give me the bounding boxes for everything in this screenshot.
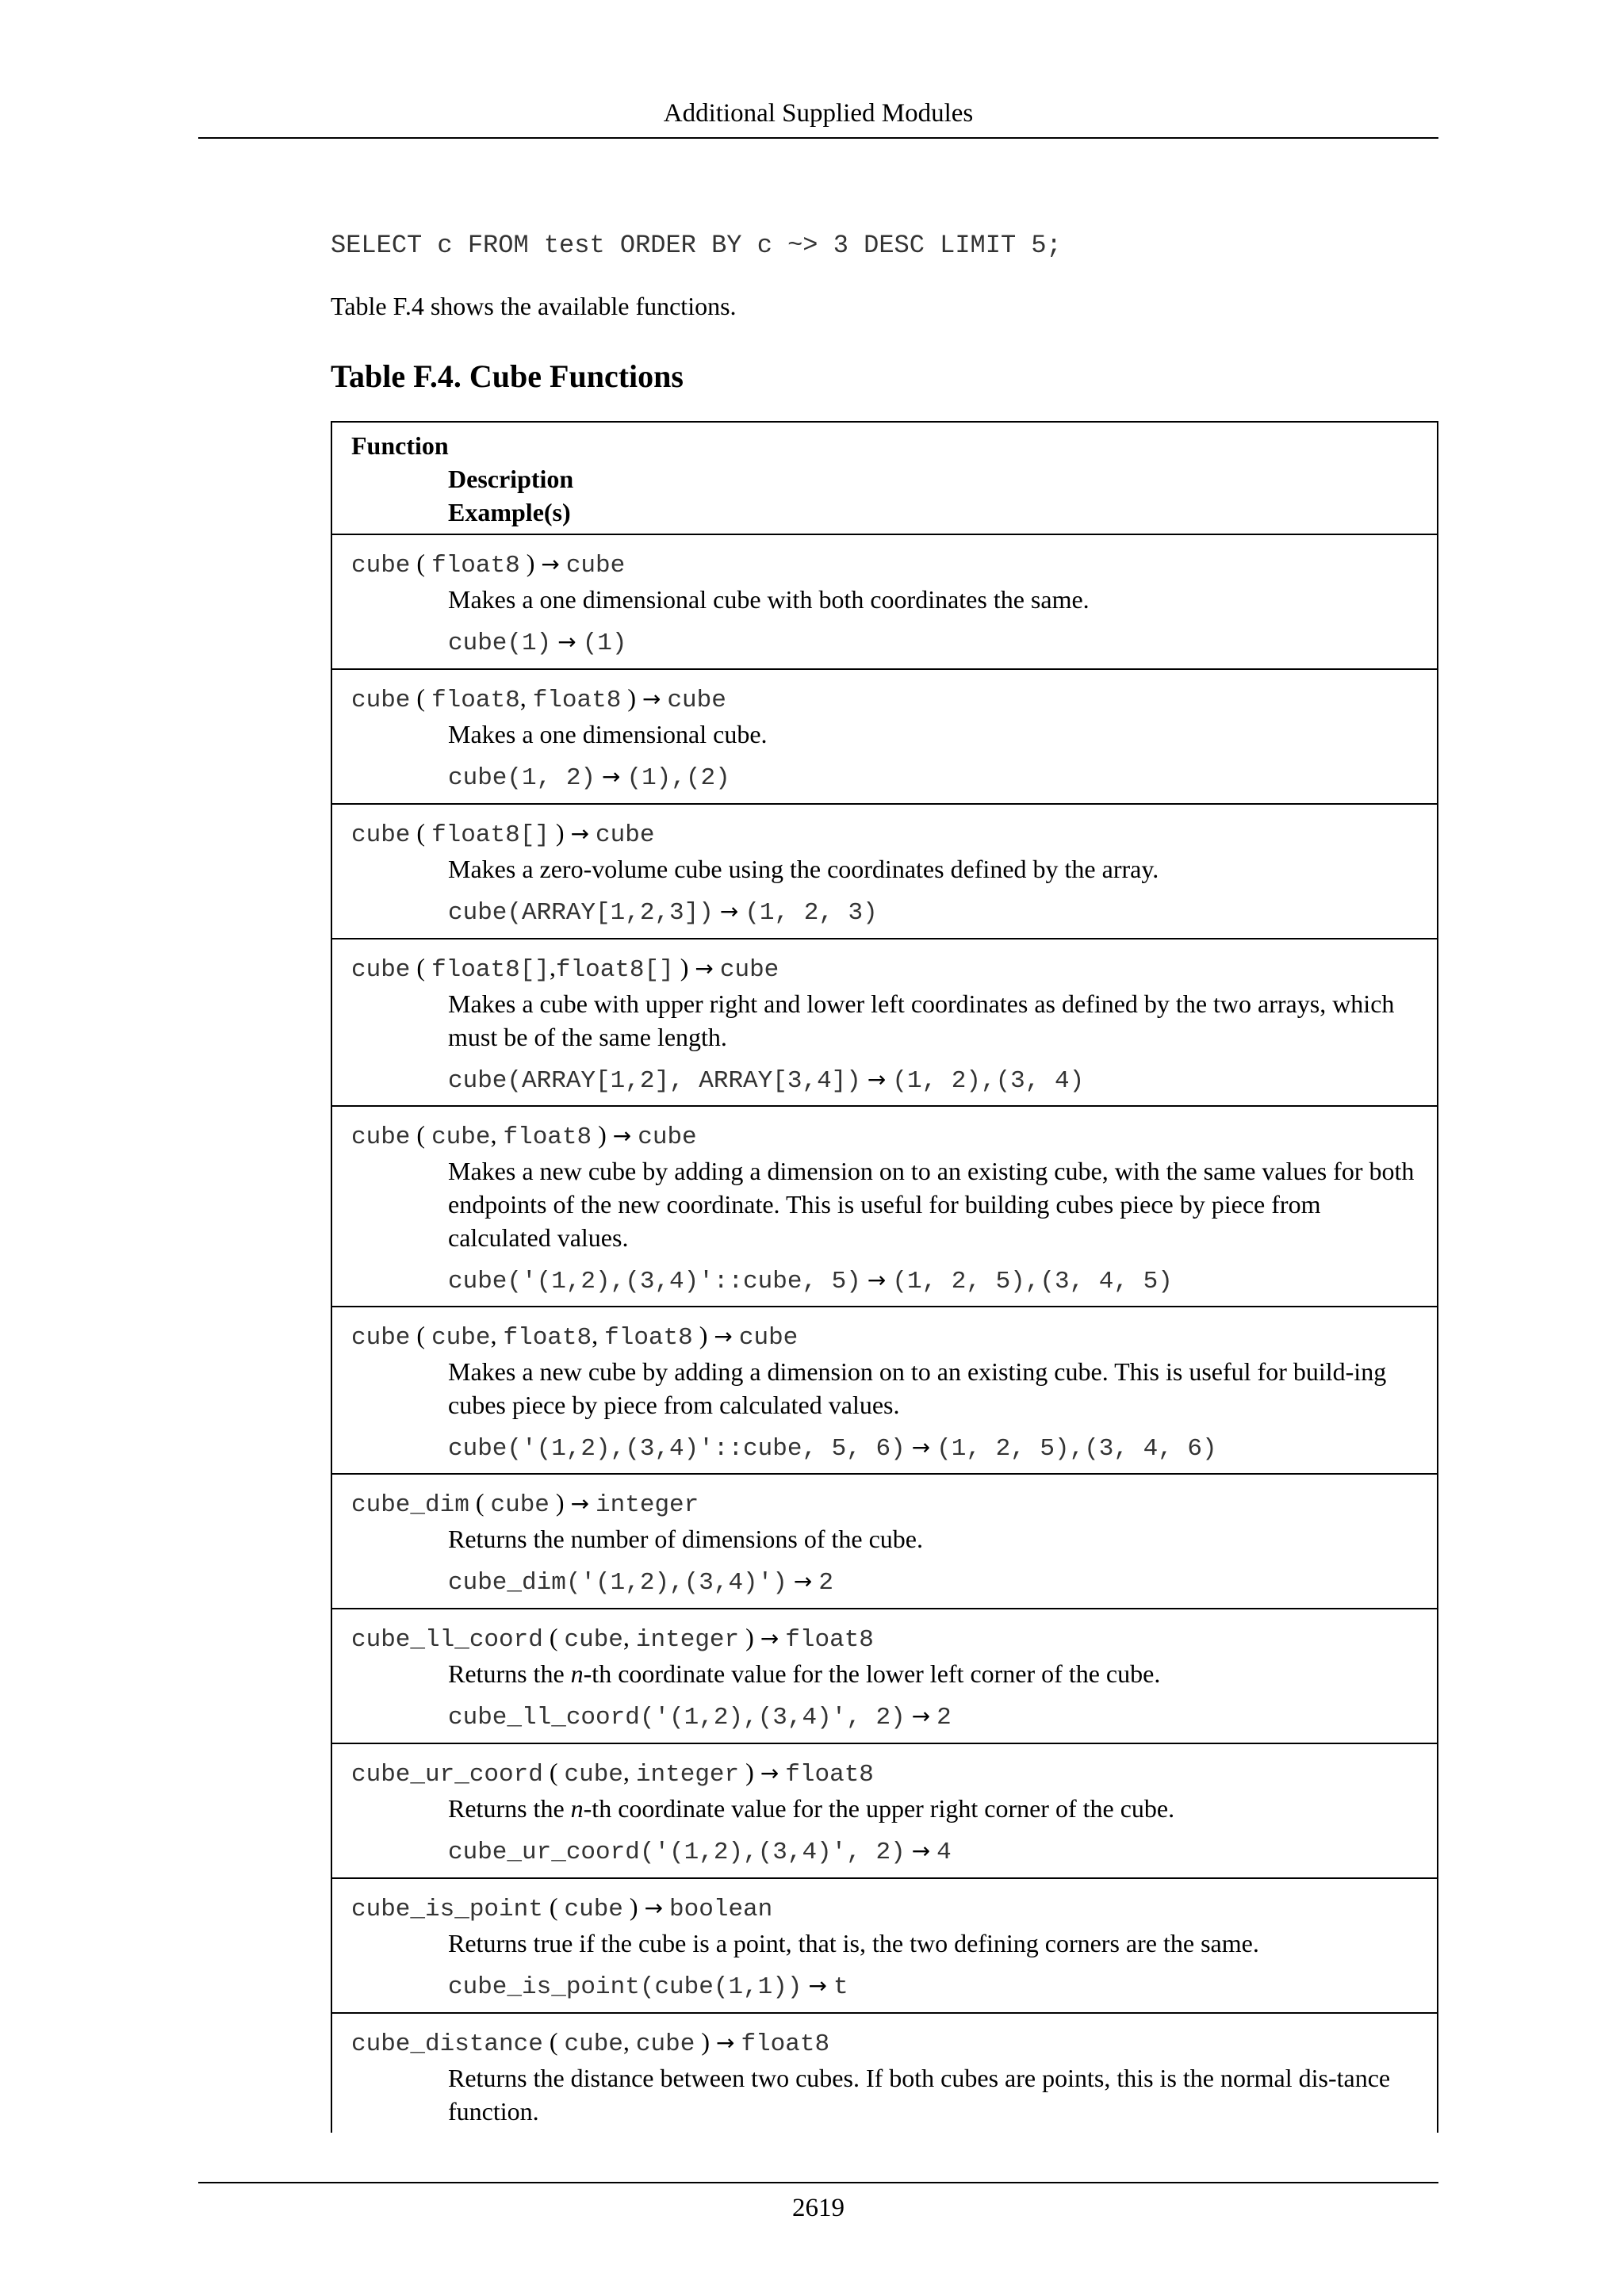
- argument-separator: ,: [490, 1321, 504, 1349]
- function-signature: [351, 1744, 1437, 1792]
- example-output: (1, 2, 5),(3, 4, 6): [936, 1435, 1217, 1463]
- returns-arrow-icon: →: [570, 821, 590, 847]
- example-output: (1),(2): [626, 764, 730, 792]
- return-type: cube: [719, 956, 779, 984]
- function-example: [351, 1960, 1437, 2004]
- table-title: Table F.4. Cube Functions: [331, 358, 684, 394]
- argument-type: float8[]: [431, 821, 550, 849]
- function-signature: [351, 939, 1437, 987]
- paren-close: ): [739, 1758, 760, 1786]
- function-example: [351, 1825, 1437, 1869]
- argument-type: cube: [490, 1491, 550, 1519]
- function-example: [351, 1556, 1437, 1600]
- paren-open: (: [410, 1120, 432, 1149]
- function-description: Returns true if the cube is a point, that is, the two defining corners are the same.: [448, 1929, 1259, 1957]
- page-number: 2619: [792, 2194, 845, 2222]
- function-description: Makes a zero-volume cube using the coordinates defined by the array.: [448, 855, 1159, 883]
- header-rule: [198, 137, 1438, 139]
- function-name: cube: [351, 1123, 411, 1151]
- return-type: cube: [638, 1123, 697, 1151]
- argument-type: float8: [431, 687, 520, 714]
- example-output: 4: [936, 1839, 952, 1866]
- returns-arrow-icon: →: [570, 1490, 590, 1517]
- return-type: cube: [738, 1324, 799, 1352]
- function-example: [351, 1690, 1437, 1735]
- paren-open: (: [410, 818, 432, 847]
- table-row: [332, 1879, 1437, 2014]
- function-description: Makes a cube with upper right and lower left coordinates as defined by the two arrays, which must be of the same length.: [448, 989, 1395, 1051]
- function-name: cube: [351, 552, 411, 580]
- paren-close: ): [739, 1623, 760, 1651]
- result-arrow-icon: →: [867, 1267, 887, 1293]
- return-type: float8: [741, 2030, 830, 2058]
- argument-type: float8: [503, 1324, 592, 1352]
- footer-rule: [198, 2182, 1438, 2183]
- function-example: [351, 886, 1437, 930]
- result-arrow-icon: →: [557, 629, 576, 655]
- argument-type: cube: [431, 1324, 491, 1352]
- argument-type: cube: [635, 2030, 695, 2058]
- paren-open: (: [542, 2027, 565, 2056]
- description-text: -th coordinate value for the upper right corner of the cube.: [583, 1794, 1175, 1823]
- result-arrow-icon: →: [602, 763, 621, 790]
- function-example: [351, 1054, 1437, 1098]
- returns-arrow-icon: →: [644, 1895, 664, 1921]
- argument-separator: ,: [549, 953, 556, 982]
- argument-type: integer: [635, 1761, 740, 1789]
- function-signature: [351, 2014, 1437, 2061]
- function-name: cube: [351, 1324, 411, 1352]
- function-name: cube_distance: [351, 2030, 543, 2058]
- function-name: cube_ur_coord: [351, 1761, 543, 1789]
- example-output: 2: [818, 1569, 833, 1597]
- example-output: (1): [582, 629, 627, 657]
- result-arrow-icon: →: [911, 1434, 931, 1460]
- function-name: cube_ll_coord: [351, 1626, 543, 1654]
- example-input: cube_dim('(1,2),(3,4)'): [448, 1569, 787, 1597]
- function-description: [351, 1792, 1437, 1825]
- returns-arrow-icon: →: [714, 1323, 733, 1349]
- description-text: Returns the: [448, 1794, 571, 1823]
- argument-type: cube: [564, 2030, 623, 2058]
- argument-separator: ,: [490, 1120, 504, 1149]
- example-output: (1, 2),(3, 4): [892, 1067, 1085, 1095]
- argument-separator: ,: [622, 1623, 636, 1651]
- table-row: [332, 805, 1437, 939]
- function-description: Makes a new cube by adding a dimension on to an existing cube, with the same values for both endpoints of the new coordinate. This is useful for building cubes piece by piece from calculated values.: [448, 1157, 1415, 1252]
- paren-open: (: [542, 1892, 565, 1921]
- example-input: cube('(1,2),(3,4)'::cube, 5): [448, 1268, 861, 1295]
- function-example: [351, 1254, 1437, 1299]
- argument-separator: ,: [592, 1321, 605, 1349]
- example-output: (1, 2, 3): [745, 899, 878, 927]
- example-input: cube(1, 2): [448, 764, 596, 792]
- argument-type: float8: [503, 1123, 592, 1151]
- result-arrow-icon: →: [911, 1703, 931, 1729]
- paren-close: ): [621, 683, 642, 712]
- paren-close: ): [673, 953, 695, 982]
- result-arrow-icon: →: [793, 1568, 813, 1594]
- paren-close: ): [592, 1120, 613, 1149]
- returns-arrow-icon: →: [541, 551, 560, 577]
- paren-close: ): [692, 1321, 714, 1349]
- example-output: (1, 2, 5),(3, 4, 5): [892, 1268, 1173, 1295]
- argument-separator: ,: [622, 1758, 636, 1786]
- description-text: Returns the: [448, 1659, 571, 1688]
- table-row: [332, 1609, 1437, 1744]
- return-type: float8: [785, 1626, 874, 1654]
- paren-open: (: [410, 953, 432, 982]
- paren-open: (: [410, 549, 432, 577]
- table-body: [332, 535, 1437, 2133]
- intro-paragraph: Table F.4 shows the available functions.: [331, 292, 737, 320]
- returns-arrow-icon: →: [695, 955, 714, 982]
- example-query-code: SELECT c FROM test ORDER BY c ~> 3 DESC LIMIT 5;: [331, 231, 1062, 260]
- cube-functions-table: [331, 421, 1438, 2133]
- function-example: [351, 616, 1437, 660]
- return-type: integer: [596, 1491, 699, 1519]
- argument-separator: ,: [519, 683, 533, 712]
- description-text: -th coordinate value for the lower left corner of the cube.: [583, 1659, 1161, 1688]
- function-description: Makes a new cube by adding a dimension on to an existing cube. This is useful for build-ing cubes piece by piece from calculated values.: [448, 1357, 1387, 1419]
- table-row: [332, 939, 1437, 1107]
- function-description: Returns the number of dimensions of the cube.: [448, 1525, 923, 1553]
- return-type: cube: [565, 552, 626, 580]
- header-examples: Example(s): [448, 498, 571, 526]
- table-row: [332, 2014, 1437, 2133]
- argument-type: cube: [564, 1761, 623, 1789]
- example-input: cube('(1,2),(3,4)'::cube, 5, 6): [448, 1435, 906, 1463]
- argument-type: float8[]: [431, 956, 550, 984]
- return-type: boolean: [669, 1896, 773, 1923]
- running-header: Additional Supplied Modules: [663, 99, 974, 128]
- function-signature: [351, 535, 1437, 583]
- returns-arrow-icon: →: [760, 1760, 779, 1786]
- table-header-row: [332, 423, 1437, 535]
- paren-open: (: [469, 1488, 491, 1517]
- description-emphasis: n: [570, 1659, 584, 1688]
- paren-close: ): [695, 2027, 716, 2056]
- table-row: [332, 1744, 1437, 1879]
- return-type: cube: [596, 821, 655, 849]
- argument-type: float8[]: [555, 956, 674, 984]
- header-description: Description: [448, 465, 574, 493]
- result-arrow-icon: →: [719, 898, 739, 924]
- table-row: [332, 670, 1437, 805]
- example-input: cube_ll_coord('(1,2),(3,4)', 2): [448, 1704, 906, 1732]
- paren-open: (: [542, 1758, 565, 1786]
- function-description: Returns the distance between two cubes. If both cubes are points, this is the normal dis-tance function.: [448, 2064, 1391, 2126]
- paren-close: ): [549, 818, 571, 847]
- function-signature: [351, 1475, 1437, 1522]
- return-type: cube: [667, 687, 726, 714]
- function-name: cube: [351, 687, 411, 714]
- result-arrow-icon: →: [867, 1066, 887, 1093]
- paren-open: (: [410, 1321, 432, 1349]
- function-signature: [351, 1609, 1437, 1657]
- result-arrow-icon: →: [911, 1838, 931, 1864]
- function-signature: [351, 1307, 1437, 1355]
- argument-type: cube: [564, 1896, 623, 1923]
- function-name: cube_is_point: [351, 1896, 543, 1923]
- paren-close: ): [549, 1488, 571, 1517]
- return-type: float8: [785, 1761, 874, 1789]
- argument-type: float8: [532, 687, 622, 714]
- argument-type: cube: [564, 1626, 623, 1654]
- description-emphasis: n: [570, 1794, 584, 1823]
- function-name: cube: [351, 956, 411, 984]
- function-example: [351, 751, 1437, 795]
- function-example: [351, 1422, 1437, 1466]
- example-output: 2: [936, 1704, 952, 1732]
- header-function: Function: [351, 431, 449, 460]
- function-description: [351, 1657, 1437, 1690]
- paren-close: ): [622, 1892, 645, 1921]
- returns-arrow-icon: →: [760, 1625, 779, 1651]
- table-row: [332, 1475, 1437, 1609]
- paren-close: ): [519, 549, 542, 577]
- function-description: Makes a one dimensional cube with both coordinates the same.: [448, 585, 1090, 614]
- returns-arrow-icon: →: [612, 1123, 632, 1149]
- example-input: cube_ur_coord('(1,2),(3,4)', 2): [448, 1839, 906, 1866]
- returns-arrow-icon: →: [642, 686, 661, 712]
- example-input: cube(ARRAY[1,2,3]): [448, 899, 714, 927]
- example-input: cube_is_point(cube(1,1)): [448, 1973, 802, 2001]
- example-input: cube(1): [448, 629, 552, 657]
- paren-open: (: [410, 683, 432, 712]
- argument-type: float8: [604, 1324, 693, 1352]
- table-row: [332, 1307, 1437, 1475]
- returns-arrow-icon: →: [716, 2030, 735, 2056]
- argument-separator: ,: [622, 2027, 636, 2056]
- argument-type: cube: [431, 1123, 491, 1151]
- example-output: t: [833, 1973, 848, 2001]
- function-name: cube_dim: [351, 1491, 469, 1519]
- argument-type: float8: [431, 552, 520, 580]
- function-signature: [351, 670, 1437, 718]
- table-row: [332, 1107, 1437, 1307]
- function-signature: [351, 1107, 1437, 1154]
- result-arrow-icon: →: [808, 1973, 827, 1999]
- function-description: Makes a one dimensional cube.: [448, 720, 768, 748]
- function-name: cube: [351, 821, 411, 849]
- argument-type: integer: [635, 1626, 740, 1654]
- function-signature: [351, 1879, 1437, 1927]
- example-input: cube(ARRAY[1,2], ARRAY[3,4]): [448, 1067, 861, 1095]
- function-signature: [351, 805, 1437, 852]
- paren-open: (: [542, 1623, 565, 1651]
- table-row: [332, 535, 1437, 670]
